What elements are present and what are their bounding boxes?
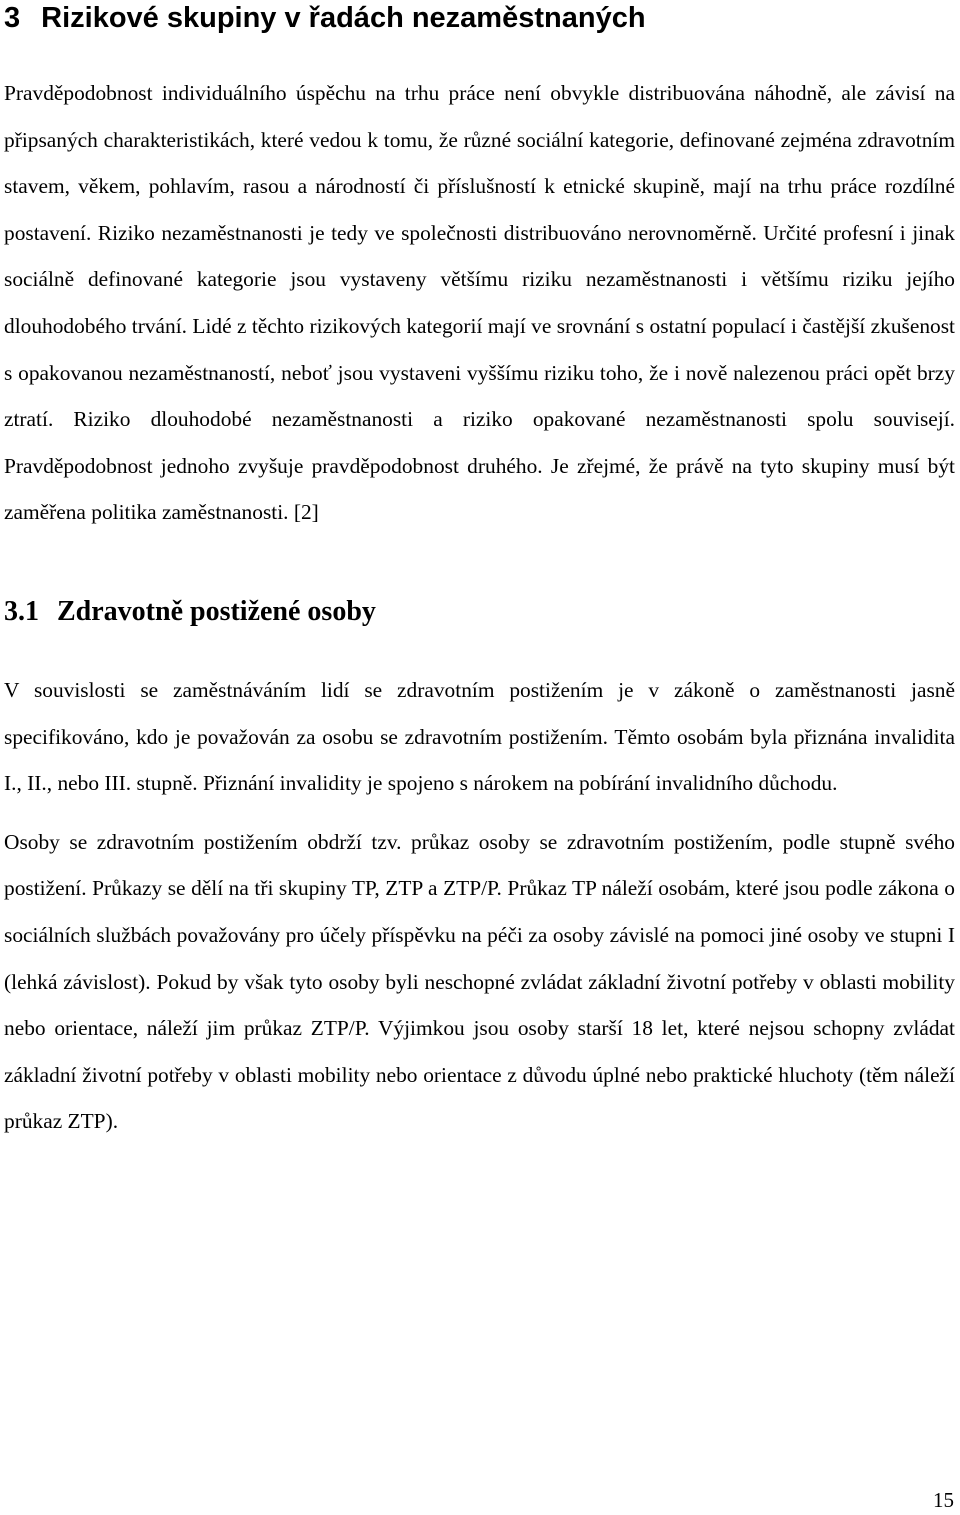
paragraph-disability-cards: Osoby se zdravotním postižením obdrží tzv. průkaz osoby se zdravotním postižením, podle stupně svého postižení. Průkazy se dělí na tři skupiny TP, ZTP a ZTP/P. Průkaz TP náleží osobám, které jsou podle zákona o sociálních službách považovány pro účely příspěvku na péči za osoby závislé na pomoci jiné osoby ve stupni I (lehká závislost). Pokud by však tyto osoby byli neschopné zvládat základní životní potřeby v oblasti mobility nebo orientace, náleží jim průkaz ZTP/P. Výjimkou jsou osoby starší 18 let, které nejsou schopny zvládat základní životní potřeby v oblasti mobility nebo orientace z důvodu úplné nebo praktické hluchoty (těm náleží průkaz ZTP). — [4, 829, 955, 1134]
chapter-title: Rizikové skupiny v řadách nezaměstnaných — [41, 2, 646, 34]
document-page — [4, 0, 955, 1145]
chapter-number: 3 — [4, 2, 21, 34]
page-number: 15 — [933, 1488, 954, 1512]
section-number: 3.1 — [4, 595, 39, 627]
paragraph-risk-groups: Pravděpodobnost individuálního úspěchu na trhu práce není obvykle distribuována náhodně, ale závisí na připsaných charakteristikách, které vedou k tomu, že různé sociální kategorie, definované zejména zdravotním stavem, věkem, pohlavím, rasou a národností či příslušností k etnické skupině, mají na trhu práce rozdílné postavení. Riziko nezaměstnanosti je tedy ve společnosti distribuováno nerovnoměrně. Určité profesní i jinak sociálně definované kategorie jsou vystaveny většímu riziku nezaměstnanosti i většímu riziku jejího dlouhodobého trvání. Lidé z těchto rizikových kategorií mají ve srovnání s ostatní populací i častější zkušenost s opakovanou nezaměstnaností, neboť jsou vystaveni vyššímu riziku toho, že i nově nalezenou práci opět brzy ztratí. Riziko dlouhodobé nezaměstnanosti a riziko opakované nezaměstnanosti spolu souvisejí. Pravděpodobnost jednoho zvyšuje pravděpodobnost druhého. Je zřejmé, že právě na tyto skupiny musí být zaměřena politika zaměstnanosti. [2] — [4, 81, 955, 525]
section-title: Zdravotně postižené osoby — [57, 595, 376, 627]
chapter-heading — [4, 0, 955, 36]
paragraph-disability-definition: V souvislosti se zaměstnáváním lidí se zdravotním postižením je v zákoně o zaměstnanosti jasně specifikováno, kdo je považován za osobu se zdravotním postižením. Těmto osobám byla přiznána invalidita I., II., nebo III. stupně. Přiznání invalidity je spojeno s nárokem na pobírání invalidního důchodu. — [4, 677, 955, 796]
section-heading — [4, 594, 955, 630]
